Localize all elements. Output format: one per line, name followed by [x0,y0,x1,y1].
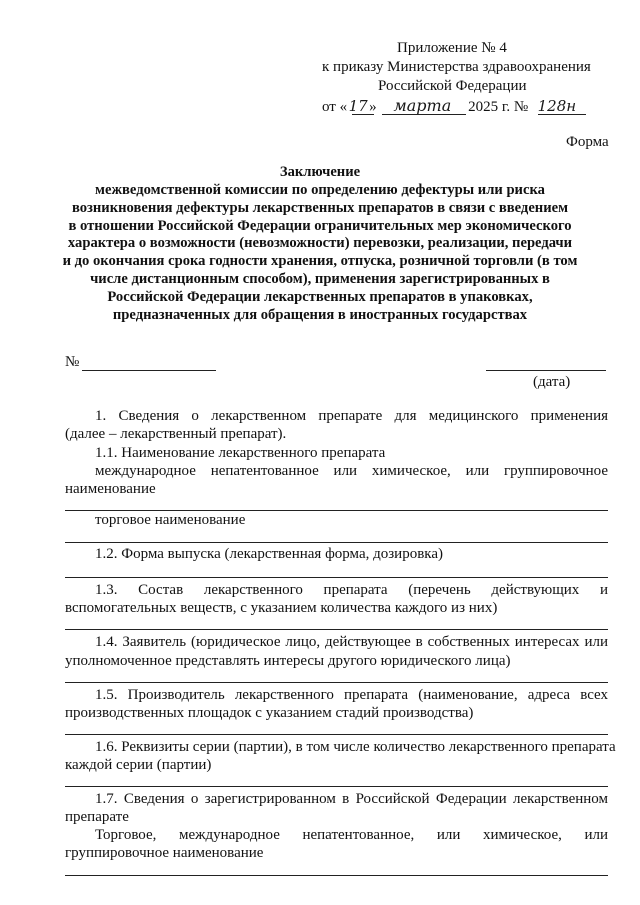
section-1-5-field-line [65,734,608,735]
date-day-handwritten: 17 [348,97,368,115]
document-heading: Заключение [279,164,361,180]
title-line-8: предназначенных для обращения в иностранных государствах [112,307,528,323]
date-day-underline [352,114,374,115]
date-field-line [486,370,606,371]
section-1-2-field-line [65,577,608,578]
section-1-4-line-2: уполномоченное представлять интересы другого юридического лица) [65,653,511,669]
date-month-handwritten: марта [393,96,452,115]
title-line-5: и до окончания срока годности хранения, отпуска, розничной торговли (в том [62,253,578,269]
section-1-2-heading: 1.2. Форма выпуска (лекарственная форма, дозировка) [95,546,443,562]
number-field-line [82,370,216,371]
title-line-4: характера о возможности (невозможности) перевозки, реализации, передачи [67,235,573,251]
date-year: 2025 г. № [468,99,529,115]
appendix-line-3: Российской Федерации [378,78,527,94]
section-1-4-line-1: 1.4. Заявитель (юридическое лицо, действующее в собственных интересах или [95,634,608,650]
section-1-5-line-2: производственных площадок с указанием стадий производства) [65,705,474,721]
date-month-underline [382,114,466,115]
order-number-handwritten: 128н [537,97,577,115]
section-1-3-line-1: 1.3. Состав лекарственного препарата (перечень действующих и [95,582,608,598]
section-1-4-field-line [65,682,608,683]
section-1-7-line-1: 1.7. Сведения о зарегистрированном в Российской Федерации лекарственном [95,791,608,807]
appendix-line-1: Приложение № 4 [397,40,507,56]
form-label: Форма [566,134,609,150]
section-1-1-line-2: наименование [65,481,156,497]
order-date-line [322,96,582,116]
order-number-underline [538,114,586,115]
date-mid: » [369,99,377,115]
title-line-6: числе дистанционным способом), применения зарегистрированных в [90,271,550,287]
trade-name-label: торговое наименование [95,512,246,528]
section-1-7-line-2: препарате [65,809,129,825]
inn-field-line [65,510,608,511]
section-1-3-field-line [65,629,608,630]
trade-name-field-line [65,542,608,543]
date-prefix: от « [322,99,348,115]
title-line-7: Российской Федерации лекарственных препаратов в упаковках, [107,289,533,305]
section-1-line-1: 1. Сведения о лекарственном препарате для медицинского применения [95,408,608,424]
section-1-6-field-line [65,786,608,787]
appendix-line-2: к приказу Министерства здравоохранения [322,59,591,75]
section-1-line-2: (далее – лекарственный препарат). [65,426,287,442]
section-1-1-line-1: международное непатентованное или химическое, или группировочное [95,463,608,479]
title-line-1: межведомственной комиссии по определению дефектуры или риска [95,182,545,198]
section-1-6-line-1: 1.6. Реквизиты серии (партии), в том числе количество лекарственного препарата [95,739,616,755]
section-1-5-line-1: 1.5. Производитель лекарственного препарата (наименование, адреса всех [95,687,608,703]
section-1-1-heading: 1.1. Наименование лекарственного препарата [95,445,386,461]
date-label: (дата) [533,374,571,390]
section-1-3-line-2: вспомогательных веществ, с указанием количества каждого из них) [65,600,498,616]
section-1-7-line-4: группировочное наименование [65,845,264,861]
section-1-6-line-2: каждой серии (партии) [65,757,212,773]
title-line-2: возникновения дефектуры лекарственных препаратов в связи с введением [71,200,569,216]
section-1-7-field-line [65,875,608,876]
title-line-3: в отношении Российской Федерации ограничительных мер экономического [68,218,572,234]
number-label: № [65,354,80,370]
section-1-7-line-3: Торговое, международное непатентованное, или химическое, или [95,827,608,843]
